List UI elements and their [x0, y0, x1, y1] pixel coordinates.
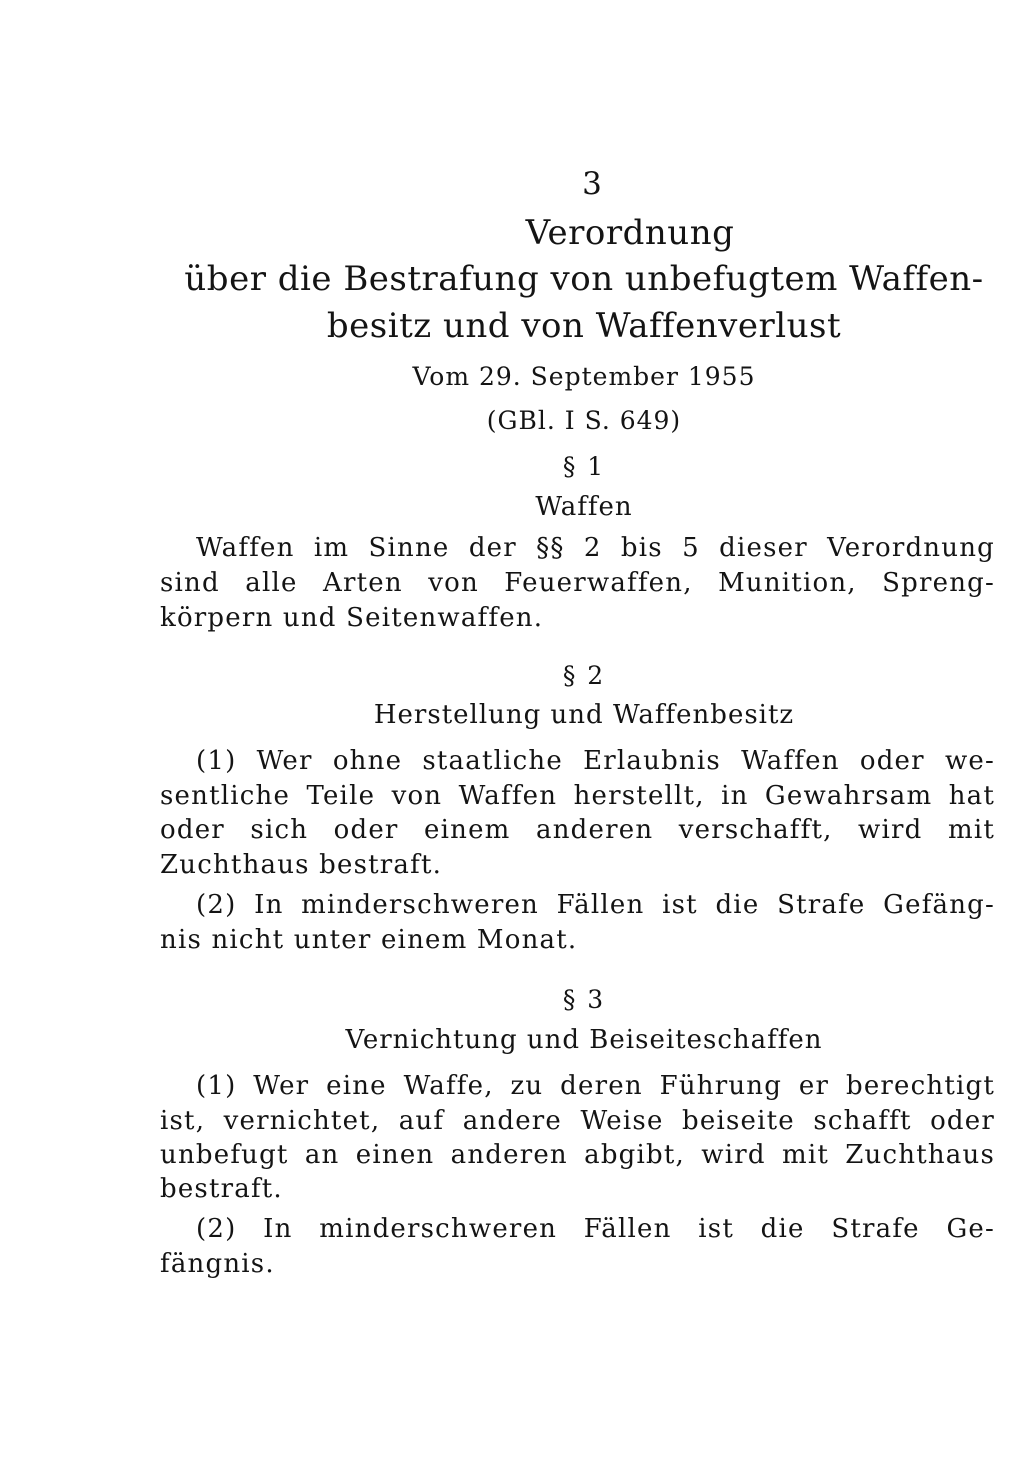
section-symbol: § 3 — [562, 985, 606, 1014]
paragraph-line: körpern und Seitenwaffen. — [160, 603, 544, 633]
gazette-reference: (GBl. I S. 649) — [486, 406, 682, 435]
title-line-1: Verordnung — [525, 213, 735, 253]
title-line-3: besitz und von Waffenverlust — [326, 306, 842, 346]
paragraph-line: nis nicht unter einem Monat. — [160, 925, 578, 955]
paragraph-line: Waffen im Sinne der §§ 2 bis 5 dieser Verordnung — [196, 533, 995, 563]
paragraph-line: unbefugt an einen anderen abgibt, wird mit Zuchthaus — [160, 1140, 995, 1170]
paragraph-line: sind alle Arten von Feuerwaffen, Munition, Spreng- — [160, 568, 995, 598]
section-heading: Vernichtung und Beiseiteschaffen — [345, 1025, 823, 1055]
paragraph-line: (1) Wer ohne staatliche Erlaubnis Waffen oder we- — [196, 746, 995, 776]
paragraph-line: (2) In minderschweren Fällen ist die Strafe Gefäng- — [196, 890, 995, 920]
paragraph-line: Zuchthaus bestraft. — [160, 850, 443, 880]
section-symbol: § 1 — [562, 452, 606, 481]
paragraph-line: bestraft. — [160, 1174, 283, 1204]
title-line-2: über die Bestrafung von unbefugtem Waffen- — [184, 259, 984, 299]
section-heading: Herstellung und Waffenbesitz — [373, 700, 795, 730]
ordinance-number: 3 — [582, 166, 602, 202]
paragraph-line: ist, vernichtet, auf andere Weise beiseite schafft oder — [160, 1106, 995, 1136]
ordinance-date: Vom 29. September 1955 — [412, 362, 756, 391]
section-heading: Waffen — [535, 492, 633, 522]
paragraph-line: oder sich oder einem anderen verschafft, wird mit — [160, 815, 995, 845]
paragraph-line: (2) In minderschweren Fällen ist die Strafe Ge- — [196, 1214, 995, 1244]
paragraph-line: fängnis. — [160, 1249, 275, 1279]
paragraph-line: sentliche Teile von Waffen herstellt, in Gewahrsam hat — [160, 781, 995, 811]
section-symbol: § 2 — [562, 661, 606, 690]
paragraph-line: (1) Wer eine Waffe, zu deren Führung er berechtigt — [196, 1071, 995, 1101]
